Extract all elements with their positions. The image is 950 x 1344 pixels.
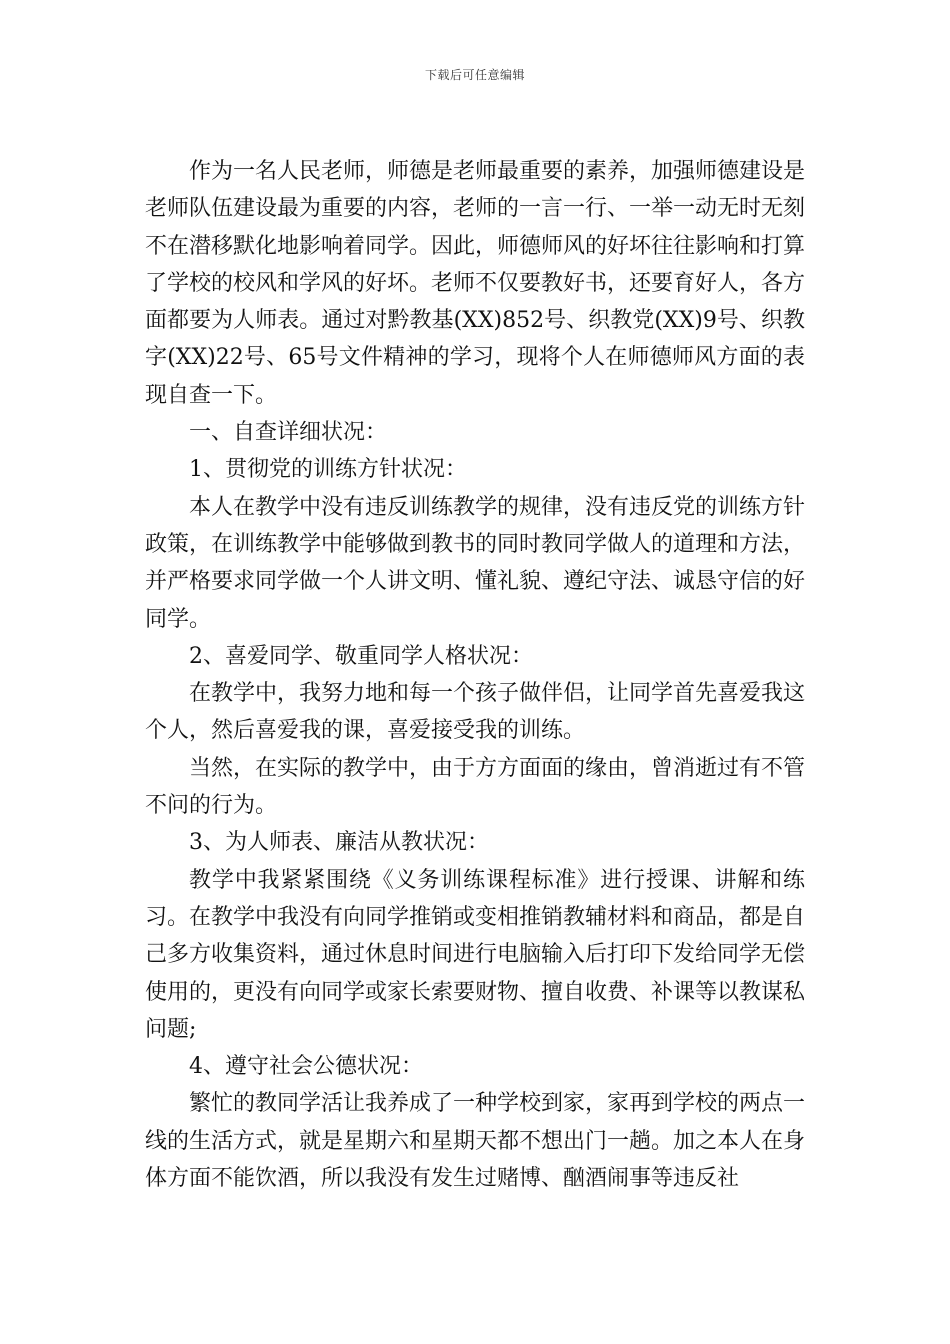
paragraph-social-ethics: 繁忙的教同学活让我养成了一种学校到家，家再到学校的两点一线的生活方式，就是星期六和星期天都不想出门一趟。加之本人在身体方面不能饮酒，所以我没有发生过赌博、酗酒闹事等违反社: [145, 1091, 806, 1192]
paragraph-respect-students: 在教学中，我努力地和每一个孩子做伴侣，让同学首先喜爱我这个人，然后喜爱我的课，喜爱接受我的训练。: [145, 681, 806, 744]
paragraph-shortcoming: 当然，在实际的教学中，由于方方面面的缘由，曾消逝过有不管不问的行为。: [145, 755, 806, 819]
section-heading-self-check: 一、自查详细状况：: [189, 420, 388, 446]
subheading-integrity: 3、为人师表、廉洁从教状况：: [189, 830, 489, 856]
document-body: [145, 153, 805, 1197]
subheading-respect-students: 2、喜爱同学、敬重同学人格状况：: [189, 643, 533, 669]
paragraph-intro: 作为一名人民老师，师德是老师最重要的素养，加强师德建设是老师队伍建设最为重要的内容，老师的一言一行、一举一动无时无刻不在潜移默化地影响着同学。因此，师德师风的好坏往往影响和打算了学校的校风和学风的好坏。老师不仅要教好书，还要育好人，各方面都要为人师表。通过对黔教基(XX)852号、织教党(XX)9号、织教字(XX)22号、65号文件精神的学习，现将个人在师德师风方面的表现自查一下。: [145, 159, 806, 408]
subheading-social-ethics: 4、遵守社会公德状况：: [189, 1054, 423, 1080]
paragraph-policy: 本人在教学中没有违反训练教学的规律，没有违反党的训练方针政策，在训练教学中能够做到教书的同时教同学做人的道理和方法，并严格要求同学做一个人讲文明、懂礼貌、遵纪守法、诚恳守信的好同学。: [145, 494, 806, 632]
paragraph-integrity: 教学中我紧紧围绕《义务训练课程标准》进行授课、讲解和练习。在教学中我没有向同学推销或变相推销教辅材料和商品，都是自己多方收集资料，通过休息时间进行电脑输入后打印下发给同学无偿使用的，更没有向同学或家长索要财物、擅自收费、补课等以教谋私问题;: [145, 867, 806, 1042]
subheading-policy: 1、贯彻党的训练方针状况：: [189, 457, 467, 483]
page-header: 下载后可任意编辑: [424, 68, 525, 82]
